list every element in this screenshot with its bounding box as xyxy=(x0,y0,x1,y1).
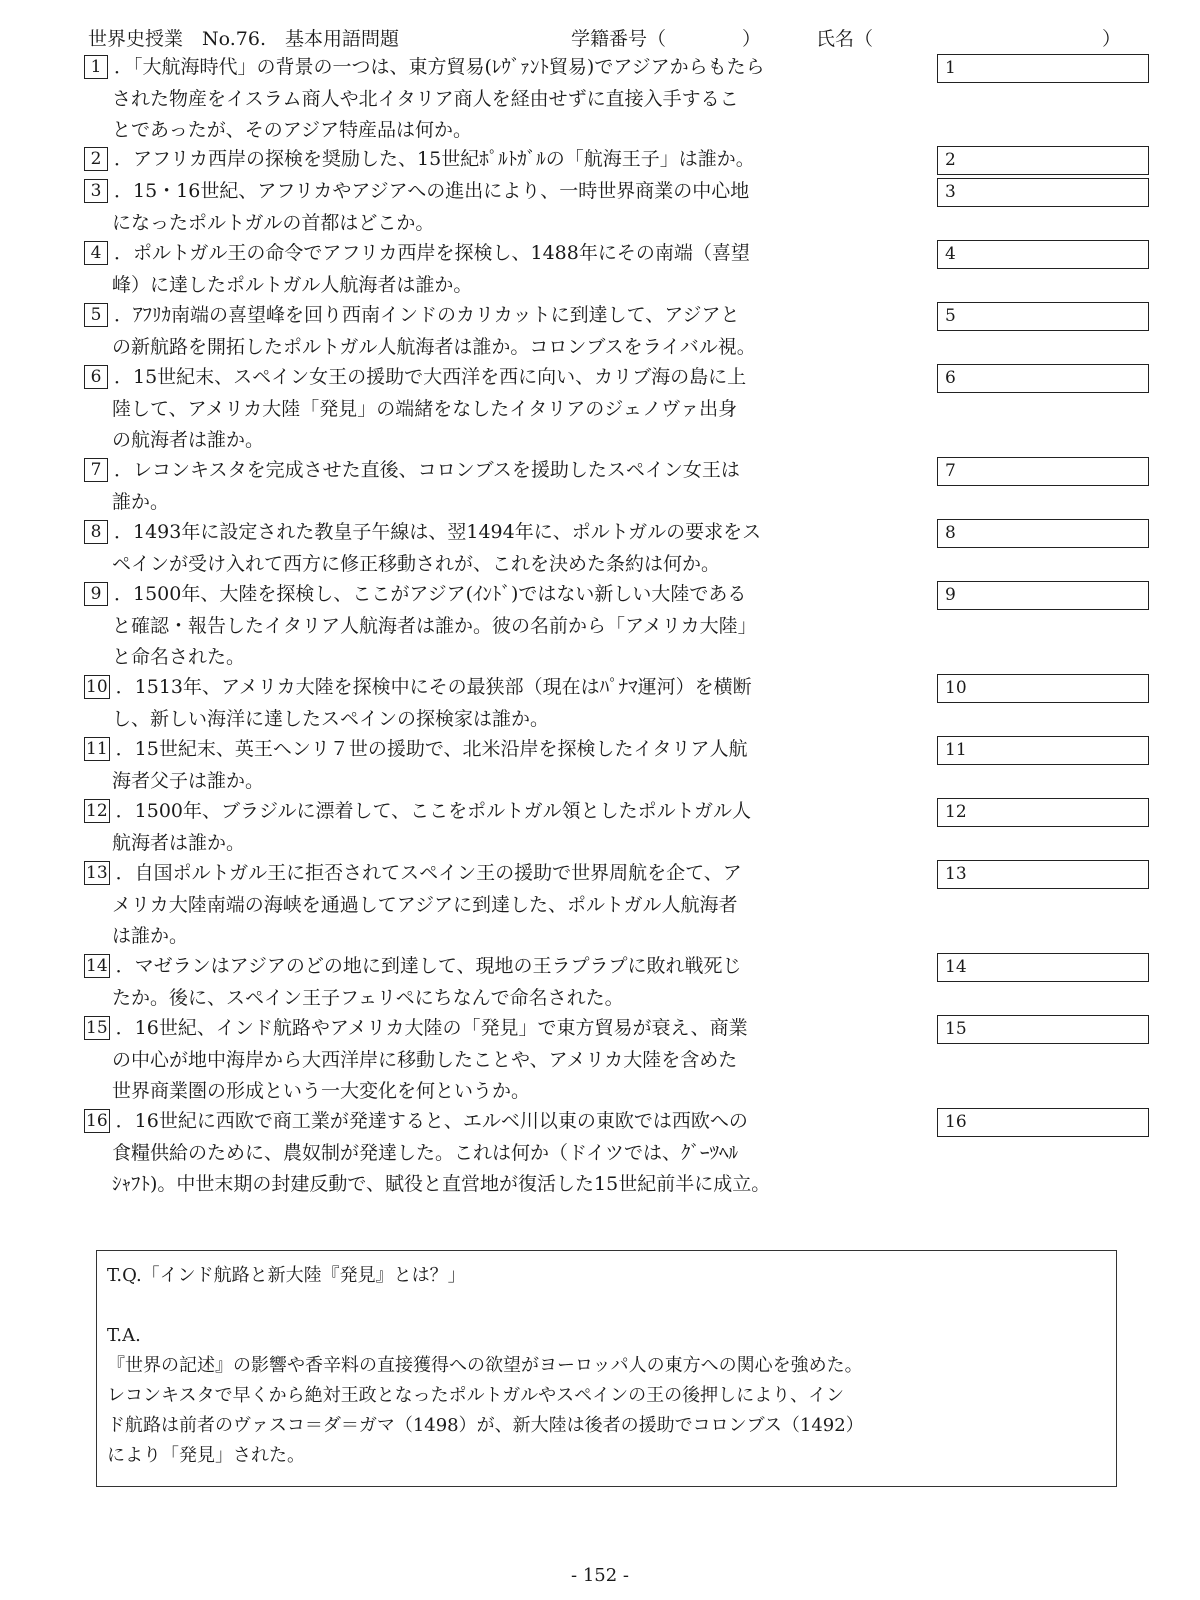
question-item xyxy=(84,238,930,301)
question-text: 陸して、アメリカ大陸「発見」の端緒をなしたイタリアのジェノヴァ出身 xyxy=(112,397,738,420)
question-text-line xyxy=(84,300,930,332)
question-number-box: 8 xyxy=(84,520,108,544)
question-text-line xyxy=(84,1045,930,1077)
question-text: ．アフリカ西岸の探検を奨励した、15世紀ﾎﾟﾙﾄｶﾞﾙの「航海王子」は誰か。 xyxy=(114,148,755,170)
question-item xyxy=(84,517,930,580)
worksheet-header xyxy=(88,24,1158,54)
question-text-line xyxy=(84,611,930,643)
question-text-line xyxy=(84,487,930,519)
answer-box[interactable]: 14 xyxy=(937,953,1149,982)
answer-box[interactable]: 1 xyxy=(937,54,1149,83)
question-number-box: 9 xyxy=(84,582,108,606)
answer-box[interactable]: 7 xyxy=(937,457,1149,486)
question-number-box: 5 xyxy=(84,303,108,327)
question-text-line xyxy=(84,362,930,394)
question-text: ．ｱﾌﾘｶ南端の喜望峰を回り西南インドのカリカットに到達して、アジアと xyxy=(114,304,740,326)
tq-question: T.Q.「インド航路と新大陸『発見』とは？」 xyxy=(107,1265,466,1286)
question-text-line xyxy=(84,144,930,176)
question-item xyxy=(84,858,930,953)
question-text: メリカ大陸南端の海峡を通過してアジアに到達した、ポルトガル人航海者 xyxy=(112,893,738,916)
question-text: ．15・16世紀、アフリカやアジアへの進出により、一時世界商業の中心地 xyxy=(114,180,750,202)
question-number-box: 2 xyxy=(84,147,108,171)
question-text-line xyxy=(84,796,930,828)
answer-box[interactable]: 10 xyxy=(937,674,1149,703)
question-text: ．15世紀末、スペイン女王の援助で大西洋を西に向い、カリブ海の島に上 xyxy=(114,366,747,388)
question-item xyxy=(84,672,930,735)
question-text-line xyxy=(84,115,930,147)
question-text-line xyxy=(84,549,930,581)
question-text-line xyxy=(84,734,930,766)
answer-box[interactable]: 8 xyxy=(937,519,1149,548)
question-text-line xyxy=(84,332,930,364)
question-number-box: 15 xyxy=(86,1018,108,1038)
question-text: ペインが受け入れて西方に修正移動されが、これを決めた条約は何か。 xyxy=(112,552,721,575)
question-text: 誰か。 xyxy=(112,490,170,513)
name-field-close: ） xyxy=(1102,28,1122,50)
question-text-line xyxy=(84,704,930,736)
question-text: ．マゼランはアジアのどの地に到達して、現地の王ラプラプに敗れ戦死じ xyxy=(115,955,742,977)
question-text: ．16世紀に西欧で商工業が発達すると、エルベ川以東の東欧では西欧への xyxy=(115,1110,748,1132)
question-text: し、新しい海洋に達したスペインの探検家は誰か。 xyxy=(112,707,550,730)
question-text-line xyxy=(84,1076,930,1108)
tq-answer-line: レコンキスタで早くから絶対王政となったポルトガルやスペインの王の後押しにより、イン xyxy=(107,1385,845,1406)
question-text-line xyxy=(84,208,930,240)
answer-box[interactable]: 16 xyxy=(937,1108,1149,1137)
question-item xyxy=(84,734,930,797)
answer-box[interactable]: 13 xyxy=(937,860,1149,889)
question-text: 峰）に達したポルトガル人航海者は誰か。 xyxy=(112,273,473,296)
tq-box xyxy=(96,1250,1117,1487)
question-number-box: 16 xyxy=(86,1111,108,1131)
question-text: 航海者は誰か。 xyxy=(112,831,246,854)
question-item xyxy=(84,1013,930,1108)
question-item xyxy=(84,362,930,457)
question-text-line xyxy=(84,84,930,116)
question-text: ．1513年、アメリカ大陸を探検中にその最狭部（現在はﾊﾟﾅﾏ運河）を横断 xyxy=(115,676,752,698)
tq-answer-line: ド航路は前者のヴァスコ＝ダ＝ガマ（1498）が、新大陸は後者の援助でコロンブス（1492） xyxy=(107,1415,864,1436)
question-text: 海者父子は誰か。 xyxy=(112,769,265,792)
question-item xyxy=(84,176,930,239)
student-number-field[interactable]: 学籍番号（ ） xyxy=(571,28,762,50)
tq-answer-line: により「発見」された。 xyxy=(107,1445,305,1466)
question-text-line xyxy=(84,517,930,549)
question-text: ．1493年に設定された教皇子午線は、翌1494年に、ポルトガルの要求をス xyxy=(114,521,762,543)
question-text-line xyxy=(84,176,930,208)
question-text: ．「大航海時代」の背景の一つは、東方貿易(ﾚｳﾞｧﾝﾄ貿易)でアジアからもたら xyxy=(114,56,765,78)
question-text: ．15世紀末、英王ヘンリ７世の援助で、北米沿岸を探検したイタリア人航 xyxy=(115,738,748,760)
question-text-line xyxy=(84,425,930,457)
answer-box[interactable]: 3 xyxy=(937,178,1149,207)
question-number-box: 4 xyxy=(84,241,108,265)
question-text: たか。後に、スペイン王子フェリペにちなんで命名された。 xyxy=(112,986,624,1009)
question-text: の新航路を開拓したポルトガル人航海者は誰か。コロンブスをライバル視。 xyxy=(112,335,756,358)
question-text-line xyxy=(84,238,930,270)
question-text: になったポルトガルの首都はどこか。 xyxy=(112,211,435,234)
question-text-line xyxy=(84,52,930,84)
question-text: ｼｬﾌﾄ)。中世末期の封建反動で、賦役と直営地が復活した15世紀前半に成立。 xyxy=(112,1173,771,1195)
question-text-line xyxy=(84,579,930,611)
course-title: 世界史授業 No.76. 基本用語問題 xyxy=(88,28,399,50)
answer-box[interactable]: 2 xyxy=(937,146,1149,175)
question-text-line xyxy=(84,951,930,983)
question-text: の航海者は誰か。 xyxy=(112,429,265,451)
question-text-line xyxy=(84,270,930,302)
question-text: とであったが、そのアジア特産品は何か。 xyxy=(112,119,473,141)
question-text-line xyxy=(84,642,930,674)
question-text-line xyxy=(84,921,930,953)
question-text-line xyxy=(84,766,930,798)
name-field-label[interactable]: 氏名（ xyxy=(816,28,874,50)
question-text: ．1500年、大陸を探検し、ここがアジア(ｲﾝﾄﾞ)ではない新しい大陸である xyxy=(114,583,747,605)
question-number-box: 13 xyxy=(86,863,108,883)
question-text: と確認・報告したイタリア人航海者は誰か。彼の名前から「アメリカ大陸」 xyxy=(112,614,757,637)
question-item xyxy=(84,1106,930,1201)
answer-box[interactable]: 15 xyxy=(937,1015,1149,1044)
question-item xyxy=(84,144,930,176)
question-number-box: 10 xyxy=(86,677,108,697)
question-text: ．16世紀、インド航路やアメリカ大陸の「発見」で東方貿易が衰え、商業 xyxy=(115,1017,748,1039)
question-text-line xyxy=(84,858,930,890)
answer-box[interactable]: 6 xyxy=(937,364,1149,393)
question-item xyxy=(84,300,930,363)
question-text: 世界商業圏の形成という一大変化を何というか。 xyxy=(112,1080,531,1102)
question-text-line xyxy=(84,1138,930,1170)
question-text-line xyxy=(84,983,930,1015)
question-number-box: 14 xyxy=(86,956,108,976)
question-text: ．レコンキスタを完成させた直後、コロンブスを援助したスペイン女王は xyxy=(114,459,740,481)
question-item xyxy=(84,951,930,1014)
question-text: ．自国ポルトガル王に拒否されてスペイン王の援助で世界周航を企て、ア xyxy=(115,862,742,884)
question-number-box: 12 xyxy=(86,801,108,821)
question-text-line xyxy=(84,828,930,860)
question-text: 食糧供給のために、農奴制が発達した。これは何か（ドイツでは、ｸﾞｰﾂﾍﾙ xyxy=(112,1141,739,1164)
question-item xyxy=(84,455,930,518)
question-number-box: 6 xyxy=(84,365,108,389)
question-text-line xyxy=(84,1013,930,1045)
question-text: の中心が地中海岸から大西洋岸に移動したことや、アメリカ大陸を含めた xyxy=(112,1048,738,1071)
question-text-line xyxy=(84,890,930,922)
question-number-box: 1 xyxy=(84,55,108,79)
question-text-line xyxy=(84,1106,930,1138)
question-text-line xyxy=(84,1169,930,1201)
question-number-box: 11 xyxy=(86,739,108,759)
answer-box[interactable]: 9 xyxy=(937,581,1149,610)
question-text-line xyxy=(84,455,930,487)
question-text: は誰か。 xyxy=(112,925,189,947)
tq-answer-line: 『世界の記述』の影響や香辛料の直接獲得への欲望がヨーロッパ人の東方への関心を強めた。 xyxy=(107,1355,863,1376)
answer-box[interactable]: 12 xyxy=(937,798,1149,827)
tq-answer-label: T.A. xyxy=(107,1325,141,1346)
answer-box[interactable]: 4 xyxy=(937,240,1149,269)
question-number-box: 3 xyxy=(84,179,108,203)
question-text: された物産をイスラム商人や北イタリア商人を経由せずに直接入手するこ xyxy=(112,87,739,110)
question-text: ．ポルトガル王の命令でアフリカ西岸を探検し、1488年にその南端（喜望 xyxy=(114,242,750,264)
question-text: と命名された。 xyxy=(112,646,246,668)
answer-box[interactable]: 5 xyxy=(937,302,1149,331)
question-item xyxy=(84,796,930,859)
question-text-line xyxy=(84,394,930,426)
question-item xyxy=(84,579,930,674)
answer-box[interactable]: 11 xyxy=(937,736,1149,765)
tq-answer-text xyxy=(107,1351,1106,1471)
question-number-box: 7 xyxy=(84,458,108,482)
question-text: ．1500年、ブラジルに漂着して、ここをポルトガル領としたポルトガル人 xyxy=(115,800,752,822)
question-text-line xyxy=(84,672,930,704)
question-item xyxy=(84,52,930,147)
page-number: - 152 - xyxy=(571,1565,629,1586)
